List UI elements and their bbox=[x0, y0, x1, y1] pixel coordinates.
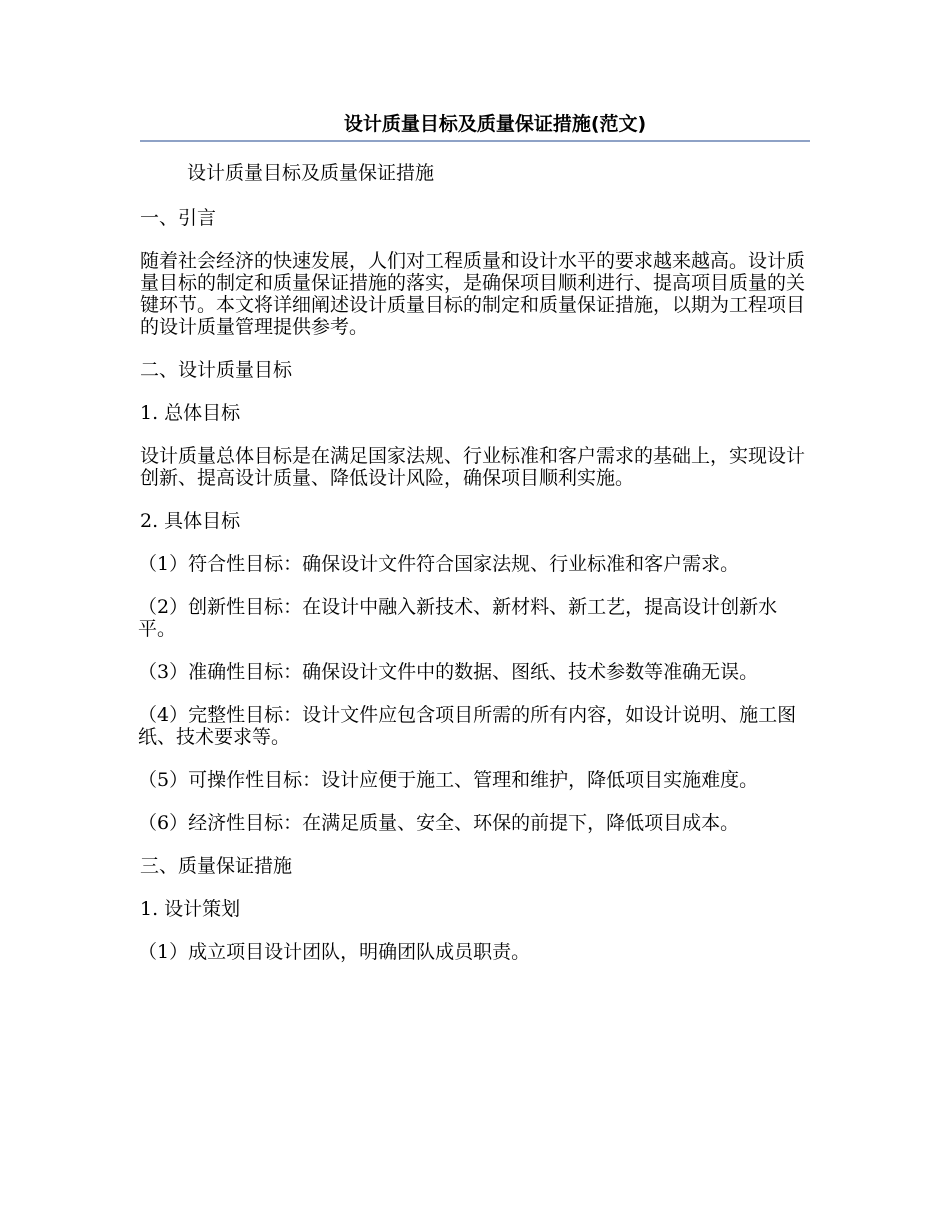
goal-item-conformity: （1）符合性目标：确保设计文件符合国家法规、行业标准和客户需求。 bbox=[138, 553, 740, 575]
overall-goal-paragraph: 设计质量总体目标是在满足国家法规、行业标准和客户需求的基础上，实现设计创新、提高设计质量、降低设计风险，确保项目顺利实施。 bbox=[140, 445, 806, 489]
section-heading-quality-goals: 二、设计质量目标 bbox=[140, 359, 293, 381]
document-subtitle: 设计质量目标及质量保证措施 bbox=[187, 162, 435, 184]
subheading-specific-goals: 2. 具体目标 bbox=[140, 510, 241, 532]
goal-item-operability: （5）可操作性目标：设计应便于施工、管理和维护，降低项目实施难度。 bbox=[138, 769, 759, 791]
planning-item-team: （1）成立项目设计团队，明确团队成员职责。 bbox=[138, 941, 531, 963]
goal-item-economy: （6）经济性目标：在满足质量、安全、环保的前提下，降低项目成本。 bbox=[138, 812, 740, 834]
goal-item-innovation: （2）创新性目标：在设计中融入新技术、新材料、新工艺，提高设计创新水平。 bbox=[138, 596, 778, 640]
document-page bbox=[140, 110, 810, 984]
goal-item-completeness: （4）完整性目标：设计文件应包含项目所需的所有内容，如设计说明、施工图纸、技术要求等。 bbox=[138, 704, 797, 748]
goal-item-accuracy: （3）准确性目标：确保设计文件中的数据、图纸、技术参数等准确无误。 bbox=[138, 661, 759, 683]
section-heading-quality-assurance: 三、质量保证措施 bbox=[140, 855, 293, 877]
document-body bbox=[140, 162, 810, 963]
document-title: 设计质量目标及质量保证措施(范文) bbox=[343, 113, 647, 135]
introduction-paragraph: 随着社会经济的快速发展，人们对工程质量和设计水平的要求越来越高。设计质量目标的制定和质量保证措施的落实，是确保项目顺利进行、提高项目质量的关键环节。本文将详细阐述设计质量目标的制定和质量保证措施，以期为工程项目的设计质量管理提供参考。 bbox=[140, 250, 806, 338]
subheading-overall-goal: 1. 总体目标 bbox=[140, 402, 241, 424]
section-heading-introduction: 一、引言 bbox=[140, 207, 217, 229]
subheading-design-planning: 1. 设计策划 bbox=[140, 898, 241, 920]
title-underline bbox=[140, 140, 810, 142]
